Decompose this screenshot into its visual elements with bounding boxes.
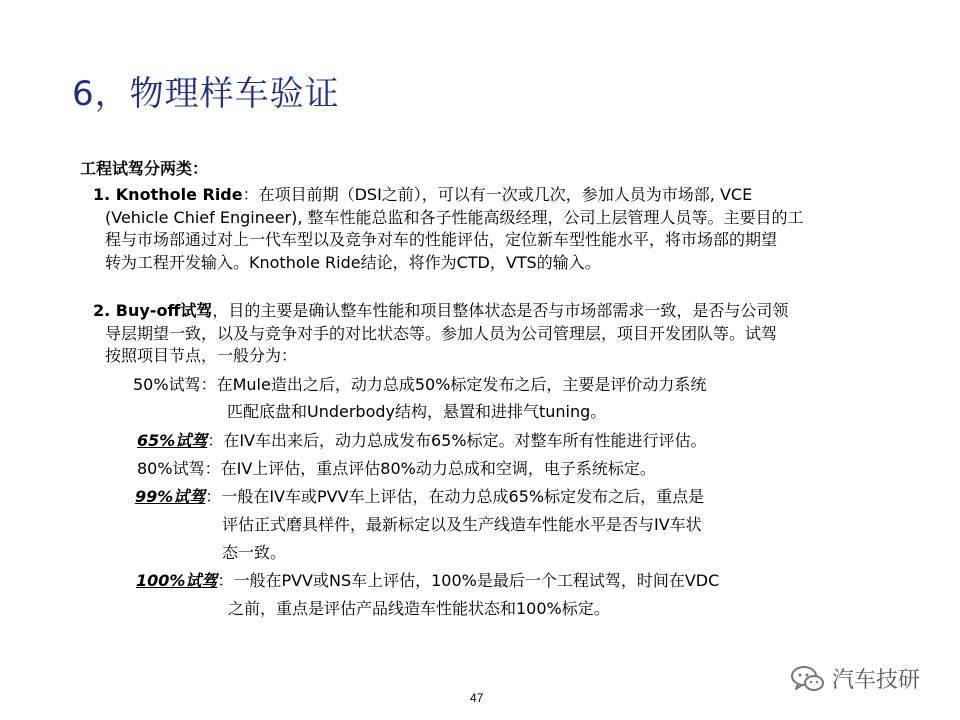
section-heading: 工程试驾分两类： [80, 159, 209, 178]
knothole-ride-text: ：在项目前期（DSI之前），可以有一次或几次，参加人员为市场部, VCE [242, 185, 753, 204]
item-continuation: 之前，重点是评估产品线造车性能状态和100%标定。 [228, 599, 610, 618]
item-separator: ： [205, 487, 222, 506]
item-separator: ： [217, 571, 234, 590]
knothole-ride-line: 转为工程开发输入。Knothole Ride结论，将作为CTD，VTS的输入。 [105, 252, 601, 272]
buy-off-lead: 2. Buy-off试驾 [93, 301, 213, 320]
watermark-logo [790, 663, 920, 694]
list-item [135, 484, 704, 507]
item-label: 50%试驾 [133, 375, 201, 394]
item-label: 100%试驾 [136, 571, 218, 590]
item-continuation: 评估正式磨具样件，最新标定以及生产线造车性能水平是否与IV车状 [222, 515, 702, 534]
item-text: 在Mule造出之后，动力总成50%标定发布之后，主要是评价动力系统 [216, 375, 707, 394]
item-label: 99%试驾 [135, 487, 206, 506]
item-separator: ： [207, 431, 224, 450]
item-separator: ： [200, 375, 217, 394]
page-title: 6，物理样车验证 [72, 74, 340, 114]
page-number: 47 [470, 691, 484, 705]
list-item [136, 568, 719, 591]
wechat-icon [790, 664, 826, 694]
item-text: 一般在PVV或NS车上评估，100%是最后一个工程试驾，时间在VDC [233, 571, 720, 590]
knothole-ride-line: (Vehicle Chief Engineer), 整车性能总监和各子性能高级经理，公司上层管理人员等。主要目的工 [105, 207, 804, 227]
item-continuation: 态一致。 [222, 543, 287, 562]
item-text: 一般在IV车或PVV车上评估，在动力总成65%标定发布之后，重点是 [221, 487, 705, 506]
list-item [137, 428, 707, 451]
logo-text: 汽车技研 [832, 668, 921, 693]
list-item [133, 372, 706, 395]
list-item [137, 456, 656, 479]
buy-off-paragraph [93, 300, 905, 368]
buy-off-text: ，目的主要是确认整车性能和项目整体状态是否与市场部需求一致，是否与公司领 [212, 301, 789, 320]
item-separator: ： [204, 459, 221, 478]
item-label: 65%试驾 [137, 431, 208, 450]
item-text: 在IV车出来后，动力总成发布65%标定。对整车所有性能进行评估。 [223, 431, 707, 450]
buy-off-line: 按照项目节点，一般分为： [105, 346, 298, 365]
item-text: 在IV上评估，重点评估80%动力总成和空调，电子系统标定。 [220, 459, 656, 478]
knothole-ride-paragraph [93, 184, 905, 274]
item-continuation: 匹配底盘和Underbody结构，悬置和进排气tuning。 [227, 402, 607, 421]
item-label: 80%试驾 [137, 459, 205, 478]
knothole-ride-line: 程与市场部通过对上一代车型以及竞争对车的性能评估，定位新车型性能水平，将市场部的期望 [105, 230, 778, 249]
knothole-ride-lead: 1. Knothole Ride [93, 185, 243, 204]
buy-off-line: 导层期望一致，以及与竞争对手的对比状态等。参加人员为公司管理层，项目开发团队等。试驾 [105, 323, 778, 343]
